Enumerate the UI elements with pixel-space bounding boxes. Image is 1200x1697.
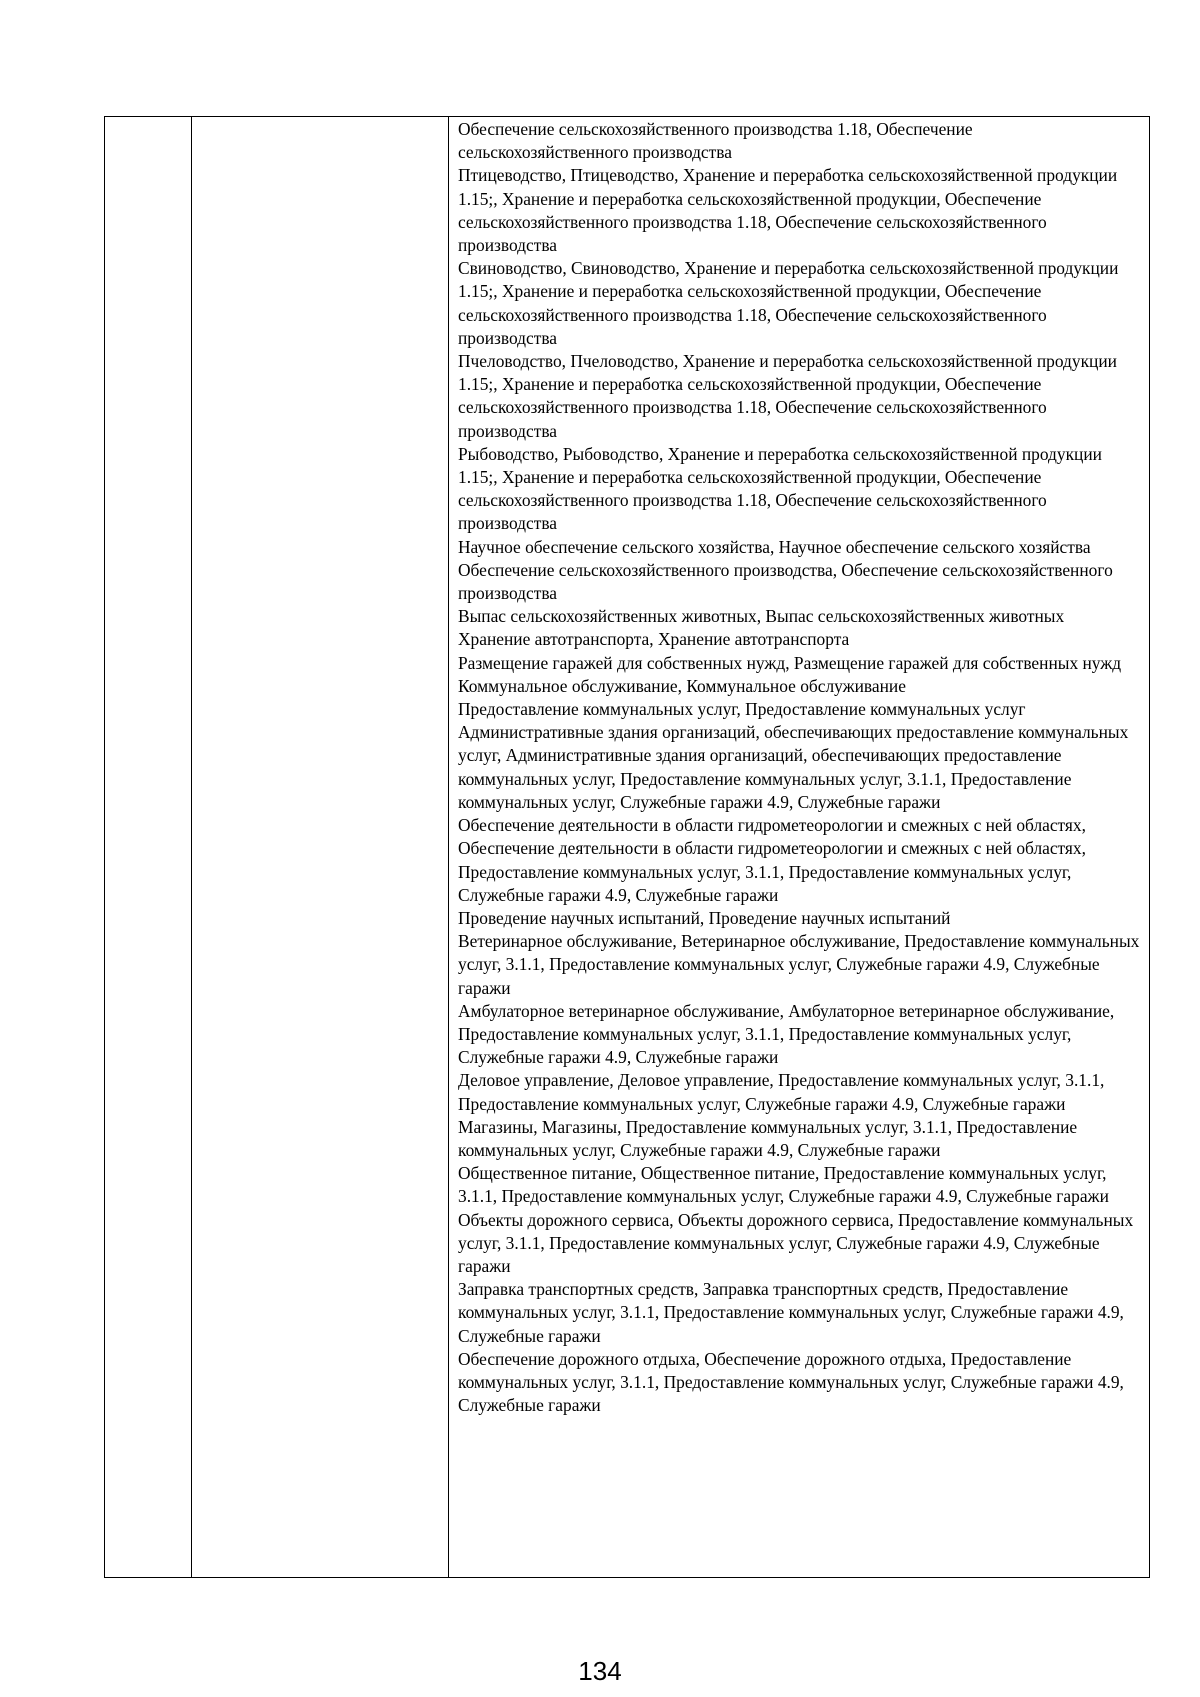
permitted-use-cell — [449, 117, 1150, 1578]
empty-cell-2 — [192, 117, 449, 1578]
list-item: Амбулаторное ветеринарное обслуживание, Амбулаторное ветеринарное обслуживание, Предоставление коммунальных услуг, 3.1.1, Предоставление коммунальных услуг, Служебные гаражи 4.9, Служебные гаражи — [458, 1000, 1115, 1068]
list-item: Птицеводство, Птицеводство, Хранение и переработка сельскохозяйственной продукции 1.15;, Хранение и переработка сельскохозяйственной продукции, Обеспечение сельскохозяйственного производства 1.18, Обеспечение сельскохозяйственного производства — [458, 165, 1118, 256]
list-item: Рыбоводство, Рыбоводство, Хранение и переработка сельскохозяйственной продукции 1.15;, Хранение и переработка сельскохозяйственной продукции, Обеспечение сельскохозяйственного производства 1.18, Обеспечение сельскохозяйственного производства — [458, 443, 1102, 534]
list-item: Обеспечение дорожного отдыха, Обеспечение дорожного отдыха, Предоставление коммунальных услуг, 3.1.1, Предоставление коммунальных услуг, Служебные гаражи 4.9, Служебные гаражи — [458, 1348, 1124, 1416]
list-item: Общественное питание, Общественное питание, Предоставление коммунальных услуг, 3.1.1, Предоставление коммунальных услуг, Служебные гаражи 4.9, Служебные гаражи — [458, 1163, 1109, 1207]
list-item: Деловое управление, Деловое управление, Предоставление коммунальных услуг, 3.1.1, Предоставление коммунальных услуг, Служебные гаражи 4.9, Служебные гаражи — [458, 1070, 1105, 1114]
list-item: Пчеловодство, Пчеловодство, Хранение и переработка сельскохозяйственной продукции 1.15;, Хранение и переработка сельскохозяйственной продукции, Обеспечение сельскохозяйственного производства 1.18, Обеспечение сельскохозяйственного производства — [458, 351, 1117, 441]
list-item: Свиноводство, Свиноводство, Хранение и переработка сельскохозяйственной продукции 1.15;, Хранение и переработка сельскохозяйственной продукции, Обеспечение сельскохозяйственного производства 1.18, Обеспечение сельскохозяйственного производства — [458, 258, 1119, 348]
list-item: Обеспечение деятельности в области гидрометеорологии и смежных с ней областях, Обеспечение деятельности в области гидрометеорологии и смежных с ней областях, Предоставление коммунальных услуг, 3.1.1, Предоставление коммунальных услуг, Служебные гаражи 4.9, Служебные гаражи — [458, 815, 1086, 905]
page-number: 134 — [578, 1656, 622, 1686]
list-item: Проведение научных испытаний, Проведение научных испытаний — [458, 907, 951, 928]
empty-cell-1 — [105, 117, 192, 1578]
list-item: Обеспечение сельскохозяйственного производства, Обеспечение сельскохозяйственного производства — [458, 559, 1113, 604]
list-item: Предоставление коммунальных услуг, Предоставление коммунальных услуг — [458, 699, 1026, 720]
list-item: Коммунальное обслуживание, Коммунальное обслуживание — [458, 675, 906, 696]
list-item: Выпас сельскохозяйственных животных, Выпас сельскохозяйственных животных — [458, 606, 1065, 627]
list-item: Заправка транспортных средств, Заправка транспортных средств, Предоставление коммунальных услуг, 3.1.1, Предоставление коммунальных услуг, Служебные гаражи 4.9, Служебные гаражи — [458, 1279, 1124, 1346]
list-item: Размещение гаражей для собственных нужд, Размещение гаражей для собственных нужд — [458, 652, 1122, 673]
list-item: Научное обеспечение сельского хозяйства, Научное обеспечение сельского хозяйства — [458, 536, 1091, 557]
list-item: Обеспечение сельскохозяйственного производства 1.18, Обеспечение сельскохозяйственного производства — [458, 119, 973, 163]
list-item: Административные здания организаций, обеспечивающих предоставление коммунальных услуг, Административные здания организаций, обеспечивающих предоставление коммунальных услуг, Предоставление коммунальных услуг, 3.1.1, Предоставление коммунальных услуг, Служебные гаражи 4.9, Служебные гаражи — [458, 722, 1129, 812]
list-item: Магазины, Магазины, Предоставление коммунальных услуг, 3.1.1, Предоставление коммунальных услуг, Служебные гаражи 4.9, Служебные гаражи — [458, 1116, 1078, 1160]
document-table — [104, 116, 1150, 1578]
list-item: Ветеринарное обслуживание, Ветеринарное обслуживание, Предоставление коммунальных услуг, 3.1.1, Предоставление коммунальных услуг, Служебные гаражи 4.9, Служебные гаражи — [458, 931, 1140, 998]
table-row — [105, 117, 1150, 1578]
list-item: Объекты дорожного сервиса, Объекты дорожного сервиса, Предоставление коммунальных услуг, 3.1.1, Предоставление коммунальных услуг, Служебные гаражи 4.9, Служебные гаражи — [458, 1209, 1134, 1276]
list-item: Хранение автотранспорта, Хранение автотранспорта — [458, 629, 850, 650]
